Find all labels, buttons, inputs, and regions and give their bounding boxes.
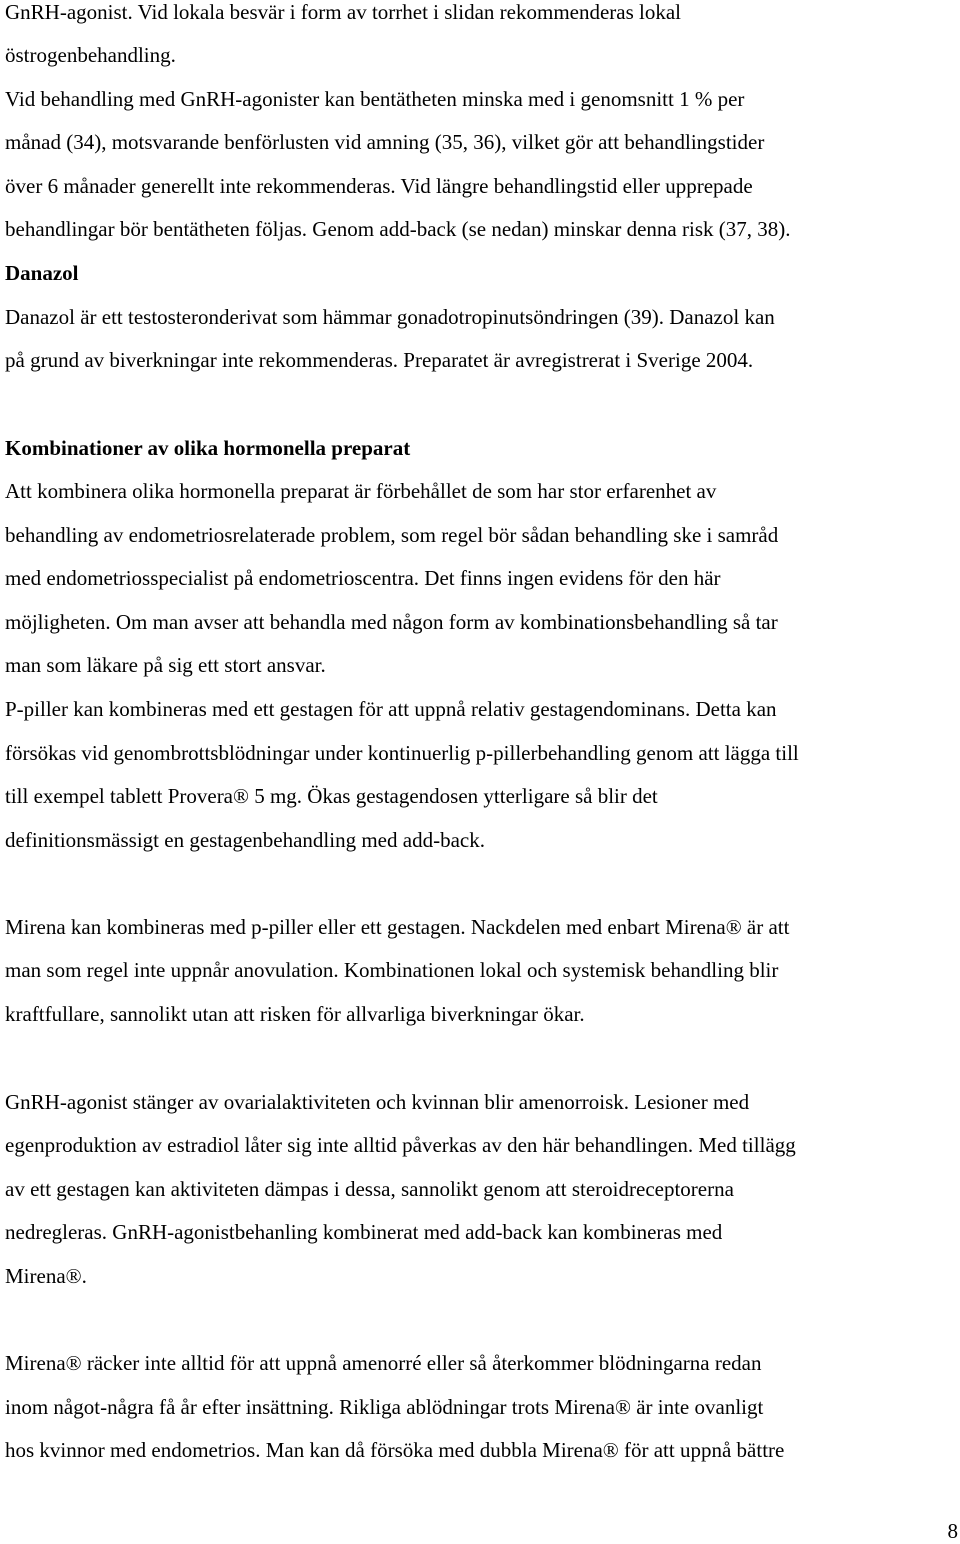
ppiller-line-1: P-piller kan kombineras med ett gestagen för att uppnå relativ gestagendominans. Detta kan [5, 697, 777, 721]
intro-line-1: GnRH-agonist. Vid lokala besvär i form av torrhet i slidan rekommenderas lokal [5, 0, 682, 24]
ppiller-line-3: till exempel tablett Provera® 5 mg. Ökas gestagendosen ytterligare så blir det [5, 784, 658, 808]
bone-density-line-1: Vid behandling med GnRH-agonister kan bentätheten minska med i genomsnitt 1 % per [5, 87, 745, 111]
mirena-bleeding-line-1: Mirena® räcker inte alltid för att uppnå amenorré eller så återkommer blödningarna redan [5, 1351, 762, 1375]
intro-line-2: östrogenbehandling. [5, 43, 176, 67]
combinations-line-4: möjligheten. Om man avser att behandla med någon form av kombinationsbehandling så tar [5, 610, 778, 634]
page-number: 8 [947, 1519, 958, 1543]
gnrh-line-4: nedregleras. GnRH-agonistbehanling kombinerat med add-back kan kombineras med [5, 1220, 723, 1244]
bone-density-line-4: behandlingar bör bentätheten följas. Genom add-back (se nedan) minskar denna risk (37, 38). [5, 217, 791, 241]
combinations-line-5: man som läkare på sig ett stort ansvar. [5, 653, 326, 677]
combinations-heading: Kombinationer av olika hormonella preparat [5, 436, 411, 460]
gnrh-line-3: av ett gestagen kan aktiviteten dämpas i dessa, sannolikt genom att steroidreceptorerna [5, 1177, 734, 1201]
danazol-line-2: på grund av biverkningar inte rekommenderas. Preparatet är avregistrerat i Sverige 2004. [5, 348, 754, 372]
combinations-line-1: Att kombinera olika hormonella preparat är förbehållet de som har stor erfarenhet av [5, 479, 717, 503]
combinations-line-2: behandling av endometriosrelaterade problem, som regel bör sådan behandling ske i samråd [5, 523, 779, 547]
mirena-combination-line-1: Mirena kan kombineras med p-piller eller ett gestagen. Nackdelen med enbart Mirena® är att [5, 915, 790, 939]
mirena-bleeding-line-3: hos kvinnor med endometrios. Man kan då försöka med dubbla Mirena® för att uppnå bättre [5, 1438, 785, 1462]
danazol-heading: Danazol [5, 261, 79, 285]
danazol-line-1: Danazol är ett testosteronderivat som hämmar gonadotropinutsöndringen (39). Danazol kan [5, 305, 775, 329]
mirena-bleeding-line-2: inom något-några få år efter insättning. Rikliga ablödningar trots Mirena® är inte ovanligt [5, 1395, 764, 1419]
ppiller-line-2: försökas vid genombrottsblödningar under kontinuerlig p-pillerbehandling genom att lägga till [5, 741, 799, 765]
bone-density-line-2: månad (34), motsvarande benförlusten vid amning (35, 36), vilket gör att behandlingstider [5, 130, 765, 154]
mirena-combination-line-2: man som regel inte uppnår anovulation. Kombinationen lokal och systemisk behandling blir [5, 958, 779, 982]
gnrh-line-1: GnRH-agonist stänger av ovarialaktiviteten och kvinnan blir amenorroisk. Lesioner med [5, 1090, 750, 1114]
ppiller-line-4: definitionsmässigt en gestagenbehandling med add-back. [5, 828, 485, 852]
mirena-combination-line-3: kraftfullare, sannolikt utan att risken för allvarliga biverkningar ökar. [5, 1002, 585, 1026]
gnrh-line-2: egenproduktion av estradiol låter sig inte alltid påverkas av den här behandlingen. Med tillägg [5, 1133, 796, 1157]
gnrh-line-5: Mirena®. [5, 1264, 87, 1288]
combinations-line-3: med endometriosspecialist på endometrioscentra. Det finns ingen evidens för den här [5, 566, 721, 590]
bone-density-line-3: över 6 månader generellt inte rekommenderas. Vid längre behandlingstid eller upprepade [5, 174, 753, 198]
